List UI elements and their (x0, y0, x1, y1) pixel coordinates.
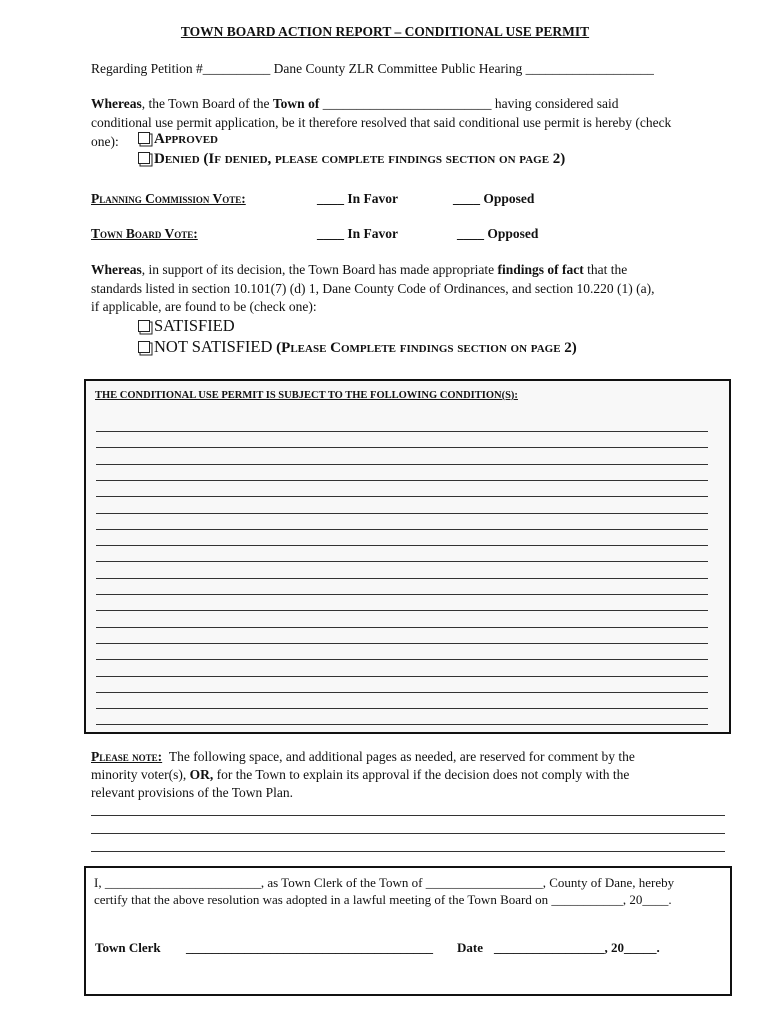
note-line-3: relevant provisions of the Town Plan. (91, 785, 294, 800)
whereas-line-3: one): (91, 134, 119, 149)
condition-line[interactable] (96, 708, 708, 709)
whereas2-line-3: if applicable, are found to be (check one): (91, 299, 317, 314)
note-line-2 (91, 767, 629, 783)
condition-line[interactable] (96, 480, 708, 481)
note-or: OR, (189, 767, 214, 782)
whereas-text-b: having considered said (494, 96, 619, 111)
planning-vote-label: Planning Commission Vote: (91, 191, 246, 206)
town-opposed[interactable] (457, 226, 538, 242)
town-name-field[interactable]: _________________________ (322, 96, 492, 111)
condition-line[interactable] (96, 513, 708, 514)
whereas-word: Whereas (91, 96, 142, 111)
whereas-line-2: conditional use permit application, be it therefore resolved that said conditional use permit is hereby (check (91, 115, 672, 130)
approved-checkbox[interactable] (138, 132, 150, 144)
whereas2-text-b: that the (583, 262, 628, 277)
condition-line[interactable] (96, 464, 708, 465)
whereas-text-a: , the Town Board of the (141, 96, 273, 111)
town-favor-field[interactable]: ____ (317, 226, 344, 241)
condition-line[interactable] (96, 627, 708, 628)
planning-opposed-field[interactable]: ____ (453, 191, 480, 206)
approved-option[interactable] (138, 131, 218, 148)
planning-opposed[interactable] (453, 191, 534, 207)
planning-in-favor[interactable] (317, 191, 398, 207)
note-label: Please note: (91, 749, 163, 764)
whereas-line-1 (91, 96, 619, 112)
not-satisfied-option[interactable] (138, 337, 577, 357)
not-satisfied-checkbox[interactable] (138, 341, 150, 353)
condition-line[interactable] (96, 610, 708, 611)
note-line-1 (91, 749, 635, 765)
town-board-vote-label: Town Board Vote: (91, 226, 198, 241)
in-favor-label: In Favor (347, 191, 398, 206)
condition-line[interactable] (96, 643, 708, 644)
planning-favor-field[interactable]: ____ (317, 191, 344, 206)
condition-line[interactable] (96, 692, 708, 693)
denied-option[interactable] (138, 151, 565, 168)
hearing-label: Dane County ZLR Committee Public Hearing (273, 61, 523, 76)
opposed-label: Opposed (483, 191, 535, 206)
date-label: Date (457, 940, 483, 955)
town-in-favor[interactable] (317, 226, 398, 242)
not-satisfied-label: NOT SATISFIED (154, 337, 273, 356)
condition-line[interactable] (96, 594, 708, 595)
findings-of-fact: findings of fact (497, 262, 584, 277)
denied-label: Denied (If denied, please complete findings section on page (154, 151, 550, 167)
comment-line[interactable] (91, 815, 725, 816)
satisfied-checkbox[interactable] (138, 320, 150, 332)
not-satisfied-page-ref: 2) (564, 340, 577, 356)
condition-line[interactable] (96, 529, 708, 530)
page-title: TOWN BOARD ACTION REPORT – CONDITIONAL USE PERMIT (180, 24, 590, 39)
certify-line-1: I, ________________________, as Town Clerk of the Town of __________________, County of Dane, hereby (94, 875, 675, 890)
condition-line[interactable] (96, 578, 708, 579)
conditions-heading: THE CONDITIONAL USE PERMIT IS SUBJECT TO THE FOLLOWING CONDITION(S): (95, 390, 518, 401)
conditions-box (84, 379, 731, 734)
condition-line[interactable] (96, 431, 708, 432)
clerk-label: Town Clerk (95, 940, 161, 955)
whereas2-text-a: , in support of its decision, the Town Board has made appropriate (141, 262, 498, 277)
condition-line[interactable] (96, 561, 708, 562)
certification-box (84, 866, 732, 996)
comment-line[interactable] (91, 851, 725, 852)
whereas2-line-1 (91, 262, 627, 278)
petition-label: Regarding Petition # (91, 61, 203, 76)
condition-line[interactable] (96, 545, 708, 546)
condition-line[interactable] (96, 724, 708, 725)
denied-checkbox[interactable] (138, 152, 150, 164)
town-opposed-field[interactable]: ____ (457, 226, 484, 241)
satisfied-option[interactable] (138, 316, 235, 336)
date-field[interactable]: _________________, 20_____. (494, 940, 660, 955)
condition-line[interactable] (96, 496, 708, 497)
not-satisfied-note: (Please Complete findings section on page (276, 340, 561, 356)
condition-line[interactable] (96, 447, 708, 448)
note-text-1: The following space, and additional pages as needed, are reserved for comment by the (168, 749, 635, 764)
satisfied-label: SATISFIED (154, 316, 235, 335)
denied-page-ref: 2) (552, 151, 566, 167)
town-of-label: Town of (272, 96, 320, 111)
note-text-2b: for the Town to explain its approval if the decision does not comply with the (213, 767, 630, 782)
in-favor-label: In Favor (347, 226, 398, 241)
opposed-label: Opposed (487, 226, 539, 241)
condition-line[interactable] (96, 659, 708, 660)
petition-number-field[interactable]: __________ (202, 61, 271, 76)
condition-line[interactable] (96, 676, 708, 677)
hearing-date-field[interactable]: ___________________ (525, 61, 654, 76)
approved-label: Approved (154, 131, 218, 147)
comment-line[interactable] (91, 833, 725, 834)
clerk-signature-field[interactable]: ______________________________________ (186, 940, 433, 955)
whereas2-word: Whereas (91, 262, 142, 277)
whereas2-line-2: standards listed in section 10.101(7) (d) 1, Dane County Code of Ordinances, and section 10.220 (1) (a), (91, 281, 655, 296)
petition-line (91, 61, 654, 77)
certify-line-2: certify that the above resolution was adopted in a lawful meeting of the Town Board on ___________, 20____. (94, 892, 672, 907)
note-text-2a: minority voter(s), (91, 767, 190, 782)
